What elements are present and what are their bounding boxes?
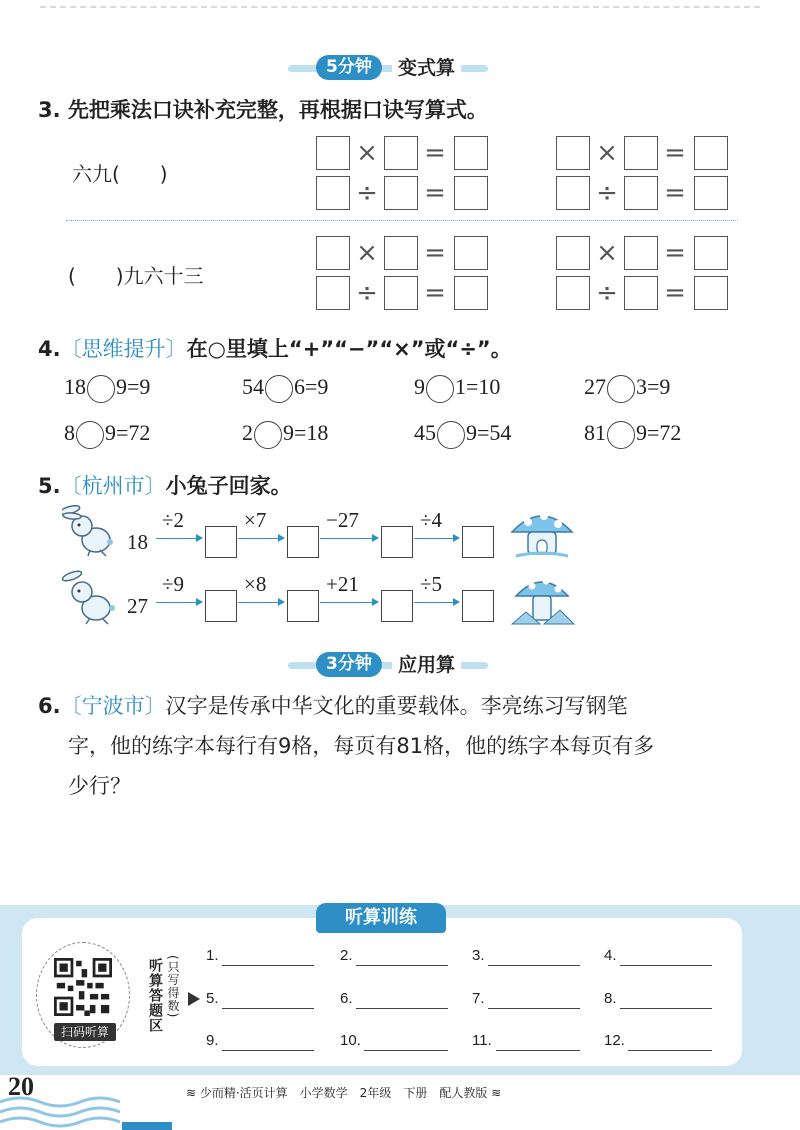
answer-box[interactable] [624,276,658,310]
answer-number: 8. [604,990,617,1007]
answer-line[interactable] [222,1050,314,1051]
equation-rest: 6=9 [294,374,329,399]
answer-line[interactable] [620,965,712,966]
operator-circle[interactable] [607,375,635,403]
chain-operation: ×8 [244,572,267,596]
answer-line[interactable] [620,1008,712,1009]
answer-box[interactable] [624,236,658,270]
question-number: 4. [38,337,61,361]
mushroom-house-icon [506,506,578,560]
chain-start-number: 18 [127,530,148,554]
answer-box[interactable] [462,590,494,622]
qr-code-icon[interactable] [54,958,112,1016]
operator-item [242,370,328,404]
chain-operation: ÷9 [162,572,185,596]
answer-number: 9. [206,1032,219,1049]
bottom-edge-mark [122,1122,172,1130]
operand: 45 [414,420,436,445]
equation-rest: 9=18 [283,420,329,445]
answer-box[interactable] [384,136,418,170]
rabbit-icon [62,570,126,626]
rabbit-icon [62,502,126,558]
answer-number: 3. [472,947,485,964]
answer-box[interactable] [694,276,728,310]
dotted-divider [66,220,738,221]
operator-circle[interactable] [265,375,293,403]
listening-panel-inner [22,918,742,1066]
chain-operation: ÷4 [420,508,443,532]
chain-operation: ÷2 [162,508,185,532]
answer-box[interactable] [462,526,494,558]
operand: 9 [414,374,425,399]
answer-number: 11. [472,1032,492,1049]
answer-line[interactable] [628,1050,712,1051]
operator-item [64,416,150,450]
operator-circle[interactable] [254,421,282,449]
chain-operation: ×7 [244,508,267,532]
equals-sign: = [664,278,686,308]
chain-operation: ÷5 [420,572,443,596]
answer-box[interactable] [384,176,418,210]
answer-line[interactable] [222,1008,314,1009]
operator-circle[interactable] [607,421,635,449]
equals-sign: = [664,138,686,168]
answer-number: 10. [340,1032,361,1049]
answer-box[interactable] [205,590,237,622]
times-sign: × [356,138,378,168]
operand: 54 [242,374,264,399]
answer-box[interactable] [316,136,350,170]
section-banner-5min [288,53,488,83]
operator-item [64,370,150,404]
equals-sign: = [424,278,446,308]
question-tag: 〔思维提升〕 [60,337,187,361]
answer-box[interactable] [624,136,658,170]
top-dashed-line [40,6,760,8]
times-sign: × [596,238,618,268]
answer-line[interactable] [488,1008,580,1009]
answer-line[interactable] [364,1050,448,1051]
answer-box[interactable] [694,236,728,270]
equation-rest: 9=54 [466,420,512,445]
divide-sign: ÷ [356,278,378,308]
question-text: 小兔子回家。 [165,474,292,498]
answer-line[interactable] [356,1008,448,1009]
mushroom-house-icon [506,572,578,628]
answer-number: 2. [340,947,353,964]
times-sign: × [596,138,618,168]
question-number: 5. [38,474,61,498]
question-number: 6. [38,694,61,718]
answer-number: 5. [206,990,219,1007]
question-6 [38,686,758,806]
banner-time-pill: 3分钟 [316,652,382,677]
answer-area-note: (只写得数) [166,955,180,1019]
answer-box[interactable] [556,136,590,170]
operand: 18 [64,374,86,399]
question-text: 先把乘法口诀补充完整，再根据口诀写算式。 [67,98,488,122]
answer-area-label: 听算答题区 [147,958,163,1033]
answer-box[interactable] [384,276,418,310]
operand: 27 [584,374,606,399]
answer-number: 1. [206,947,219,964]
equation-rest: 1=10 [455,374,501,399]
answer-box[interactable] [556,176,590,210]
question-4-title [38,333,512,363]
divide-sign: ÷ [356,178,378,208]
answer-box[interactable] [556,276,590,310]
chain-arrow [156,538,201,539]
chain-arrow [414,538,458,539]
answer-line[interactable] [496,1050,580,1051]
footer-text: ≋ 少而精·活页计算 小学数学 2年级 下册 配人教版 ≋ [186,1086,502,1100]
divide-sign: ÷ [596,278,618,308]
operator-item [584,416,681,450]
operator-circle[interactable] [426,375,454,403]
equation-rest: 9=72 [105,420,151,445]
answer-box[interactable] [287,590,319,622]
question-number: 3. [38,98,61,122]
answer-box[interactable] [316,236,350,270]
chain-arrow [414,602,458,603]
question-5-title [38,470,292,500]
answer-line[interactable] [356,965,448,966]
answer-box[interactable] [454,176,488,210]
chain-arrow [238,538,283,539]
equals-sign: = [424,178,446,208]
banner-label: 应用算 [392,650,461,680]
operator-item [414,370,500,404]
divide-sign: ÷ [596,178,618,208]
play-arrow-icon [188,992,200,1006]
operator-item [584,370,670,404]
times-sign: × [356,238,378,268]
question-text: 在○里填上“+”“−”“×”或“÷”。 [186,337,512,361]
answer-box[interactable] [694,136,728,170]
chain-arrow [320,602,377,603]
operand: 8 [64,420,75,445]
answer-box[interactable] [381,590,413,622]
answer-box[interactable] [287,526,319,558]
q3-row1-label: 六九( ) [72,162,168,186]
answer-box[interactable] [624,176,658,210]
chain-start-number: 27 [127,594,148,618]
equation-rest: 3=9 [636,374,671,399]
chain-arrow [238,602,283,603]
answer-box[interactable] [205,526,237,558]
operand: 81 [584,420,606,445]
answer-box[interactable] [316,176,350,210]
question-tag: 〔宁波市〕 [60,694,166,718]
answer-number: 6. [340,990,353,1007]
question-6-line1: 汉字是传承中华文化的重要载体。李亮练习写钢笔 [165,694,628,718]
operator-item [414,416,511,450]
section-banner-3min [288,650,488,680]
answer-box[interactable] [454,136,488,170]
answer-box[interactable] [694,176,728,210]
answer-box[interactable] [381,526,413,558]
equals-sign: = [424,238,446,268]
answer-box[interactable] [384,236,418,270]
question-6-line2: 字，他的练字本每行有9格，每页有81格，他的练字本每页有多 [68,734,655,758]
equation-rest: 9=9 [116,374,151,399]
scan-label: 扫码听算 [54,1023,116,1041]
answer-line[interactable] [488,965,580,966]
equals-sign: = [664,178,686,208]
listening-title: 听算训练 [316,903,446,933]
answer-box[interactable] [556,236,590,270]
page-number: 20 [8,1072,34,1101]
question-tag: 〔杭州市〕 [60,474,166,498]
chain-operation: +21 [326,572,359,596]
answer-box[interactable] [454,276,488,310]
question-3-title [38,94,488,124]
banner-label: 变式算 [392,53,461,83]
operator-circle[interactable] [437,421,465,449]
answer-number: 7. [472,990,485,1007]
operator-circle[interactable] [87,375,115,403]
equals-sign: = [664,238,686,268]
equation-rest: 9=72 [636,420,682,445]
equals-sign: = [424,138,446,168]
operator-item [242,416,328,450]
answer-number: 12. [604,1032,625,1049]
chain-operation: −27 [326,508,359,532]
q3-row2-label: ( )九六十三 [68,264,204,288]
answer-box[interactable] [454,236,488,270]
question-6-line3: 少行？ [68,774,131,798]
chain-arrow [156,602,201,603]
banner-time-pill: 5分钟 [316,55,382,80]
answer-number: 4. [604,947,617,964]
answer-box[interactable] [316,276,350,310]
operator-circle[interactable] [76,421,104,449]
operand: 2 [242,420,253,445]
answer-line[interactable] [222,965,314,966]
chain-arrow [320,538,377,539]
